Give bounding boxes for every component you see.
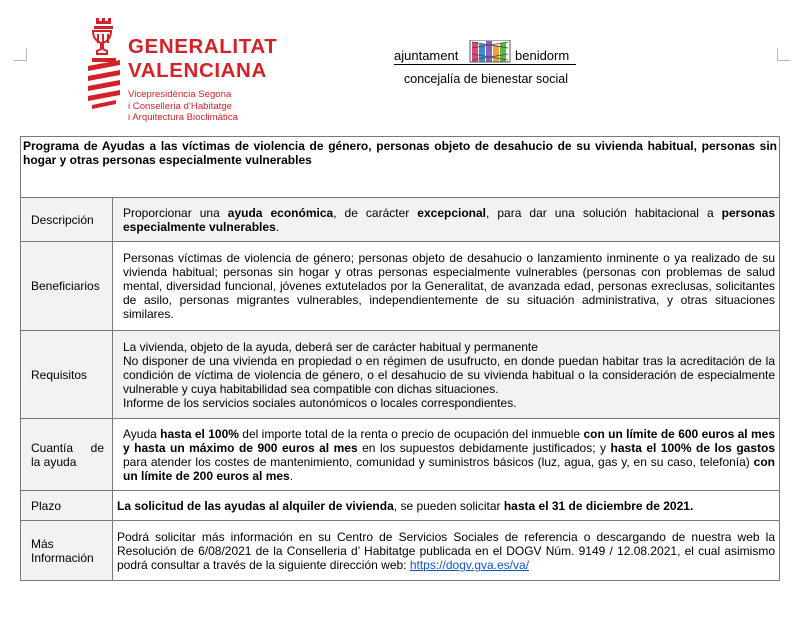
gva-subtitle-line1: Vicepresidència Segona — [128, 89, 232, 100]
benidorm-logo-divider — [394, 64, 576, 65]
gva-title-line2: VALENCIANA — [128, 59, 267, 82]
table-row-requisitos — [21, 331, 780, 419]
row-value-mas-informacion — [113, 521, 780, 581]
table-title-cell — [21, 137, 780, 198]
row-label-requisitos: Requisitos — [21, 331, 113, 419]
generalitat-emblem-icon — [86, 16, 122, 112]
plazo-bold-2: hasta el 31 de diciembre de 2021. — [503, 498, 694, 513]
row-value-beneficiarios: Personas víctimas de violencia de género; personas objeto de desahucio o lanzamiento inminente o ya realizado de su vivienda habitual; personas sin hogar y otras personas especialmente vulnerables (personas con problemas de salud mental, diversidad funcional, jóvenes extutelados por la Generalitat, de avanzada edad, personas exreclusas, solicitantes de asilo, personas migrantes vulnerables, independientemente de su situación administrativa, y otras situaciones similares. — [113, 242, 780, 331]
cuantia-text-5: . — [289, 468, 294, 483]
descripcion-bold-1: ayuda económica — [227, 205, 334, 220]
row-label-descripcion: Descripción — [21, 198, 113, 242]
table-title-row — [21, 137, 780, 198]
plazo-text-1: , se pueden solicitar — [393, 498, 504, 513]
cuantia-label-word2: de — [90, 440, 104, 455]
cuantia-label-word1: Cuantía — [31, 440, 74, 455]
generalitat-logo — [86, 16, 286, 121]
dogv-link[interactable]: https://dogv.gva.es/va/ — [409, 557, 530, 572]
descripcion-text-2: , de carácter — [333, 205, 418, 220]
mas-label-line2: Información — [31, 550, 94, 565]
page-corner-mark-left — [14, 48, 27, 61]
row-value-cuantia — [113, 419, 780, 491]
benidorm-logo — [394, 40, 594, 92]
row-label-beneficiarios: Beneficiarios — [21, 242, 113, 331]
descripcion-text-4: . — [275, 219, 280, 234]
row-label-mas-informacion — [21, 521, 113, 581]
descripcion-text-3: , para dar una solución habitacional a — [486, 205, 722, 220]
row-value-requisitos — [113, 331, 780, 419]
cuantia-text-4: para atender los costes de mantenimiento, comunidad y suministros básicos (luz, agua, gas y, en su caso, telefonía) — [123, 454, 754, 469]
mas-label-line1: Más — [31, 536, 54, 551]
mas-text: Podrá solicitar más información en su Centro de Servicios Sociales de referencia o descargando de nuestra web la Resolución de 6/08/2021 de la Conselleria d’ Habitatge publicada en el DOGV Núm. 9149 / 12.08.2021, el cual asimismo podrá consultar a través de la siguiente dirección web: — [117, 529, 775, 572]
program-table — [20, 136, 780, 581]
gva-subtitle-line3: i Arquitectura Bioclimàtica — [128, 112, 238, 123]
descripcion-bold-2: excepcional — [417, 205, 486, 220]
row-label-plazo: Plazo — [21, 491, 113, 521]
cuantia-text-2: del importe total de la renta o precio de ocupación del inmueble — [238, 426, 584, 441]
cuantia-text-1: Ayuda — [123, 426, 161, 441]
benidorm-logo-subtitle: concejalía de bienestar social — [404, 72, 568, 86]
gva-title-line1: GENERALITAT — [128, 35, 278, 58]
requisitos-line2: No disponer de una vivienda en propiedad o en régimen de usufructo, en donde puedan habitar tras la acreditación de la condición de víctima de violencia de género, o el desahucio de su vivienda habitual o la consideración de especialmente vulnerable y cuya habitabilidad sea compatible con dichas situaciones. — [123, 353, 775, 396]
row-value-descripcion — [113, 198, 780, 242]
requisitos-line1: La vivienda, objeto de la ayuda, deberá ser de carácter habitual y permanente — [123, 339, 538, 354]
table-row-plazo — [21, 491, 780, 521]
page-corner-mark-right — [777, 48, 790, 61]
plazo-bold-1: La solicitud de las ayudas al alquiler de vivienda — [117, 498, 394, 513]
cuantia-bold-2: con un límite de 600 euros al mes y hasta un máximo de 900 euros al mes — [123, 426, 775, 455]
cuantia-bold-3: hasta el 100% de los gastos — [610, 440, 776, 455]
gva-subtitle — [128, 89, 238, 124]
table-row-beneficiarios — [21, 242, 780, 331]
descripcion-text-1: Proporcionar una — [123, 205, 228, 220]
cuantia-text-3: en los supuestos debidamente justificados; y — [357, 440, 611, 455]
cuantia-label-line1 — [31, 441, 112, 455]
benidorm-logo-right-word: benidorm — [515, 48, 570, 63]
benidorm-building-icon — [468, 40, 512, 74]
benidorm-logo-left-word: ajuntament — [394, 48, 459, 63]
descripcion-bold-3: personas especialmente vulnerables — [123, 205, 776, 234]
cuantia-bold-4: con un límite de 200 euros al mes — [123, 454, 775, 483]
table-row-descripcion — [21, 198, 780, 242]
table-row-cuantia — [21, 419, 780, 491]
gva-subtitle-line2: i Conselleria d’Habitatge — [128, 100, 232, 112]
row-label-cuantia — [21, 419, 113, 491]
row-value-plazo — [113, 491, 780, 521]
cuantia-bold-1: hasta el 100% — [160, 426, 239, 441]
program-title: Programa de Ayudas a las víctimas de violencia de género, personas objeto de desahucio de su vivienda habitual, personas sin hogar y otras personas especialmente vulnerables — [23, 139, 777, 167]
table-row-mas-informacion — [21, 521, 780, 581]
cuantia-label-line2: la ayuda — [31, 454, 77, 469]
requisitos-line3: Informe de los servicios sociales autonómicos o locales correspondientes. — [123, 395, 517, 410]
